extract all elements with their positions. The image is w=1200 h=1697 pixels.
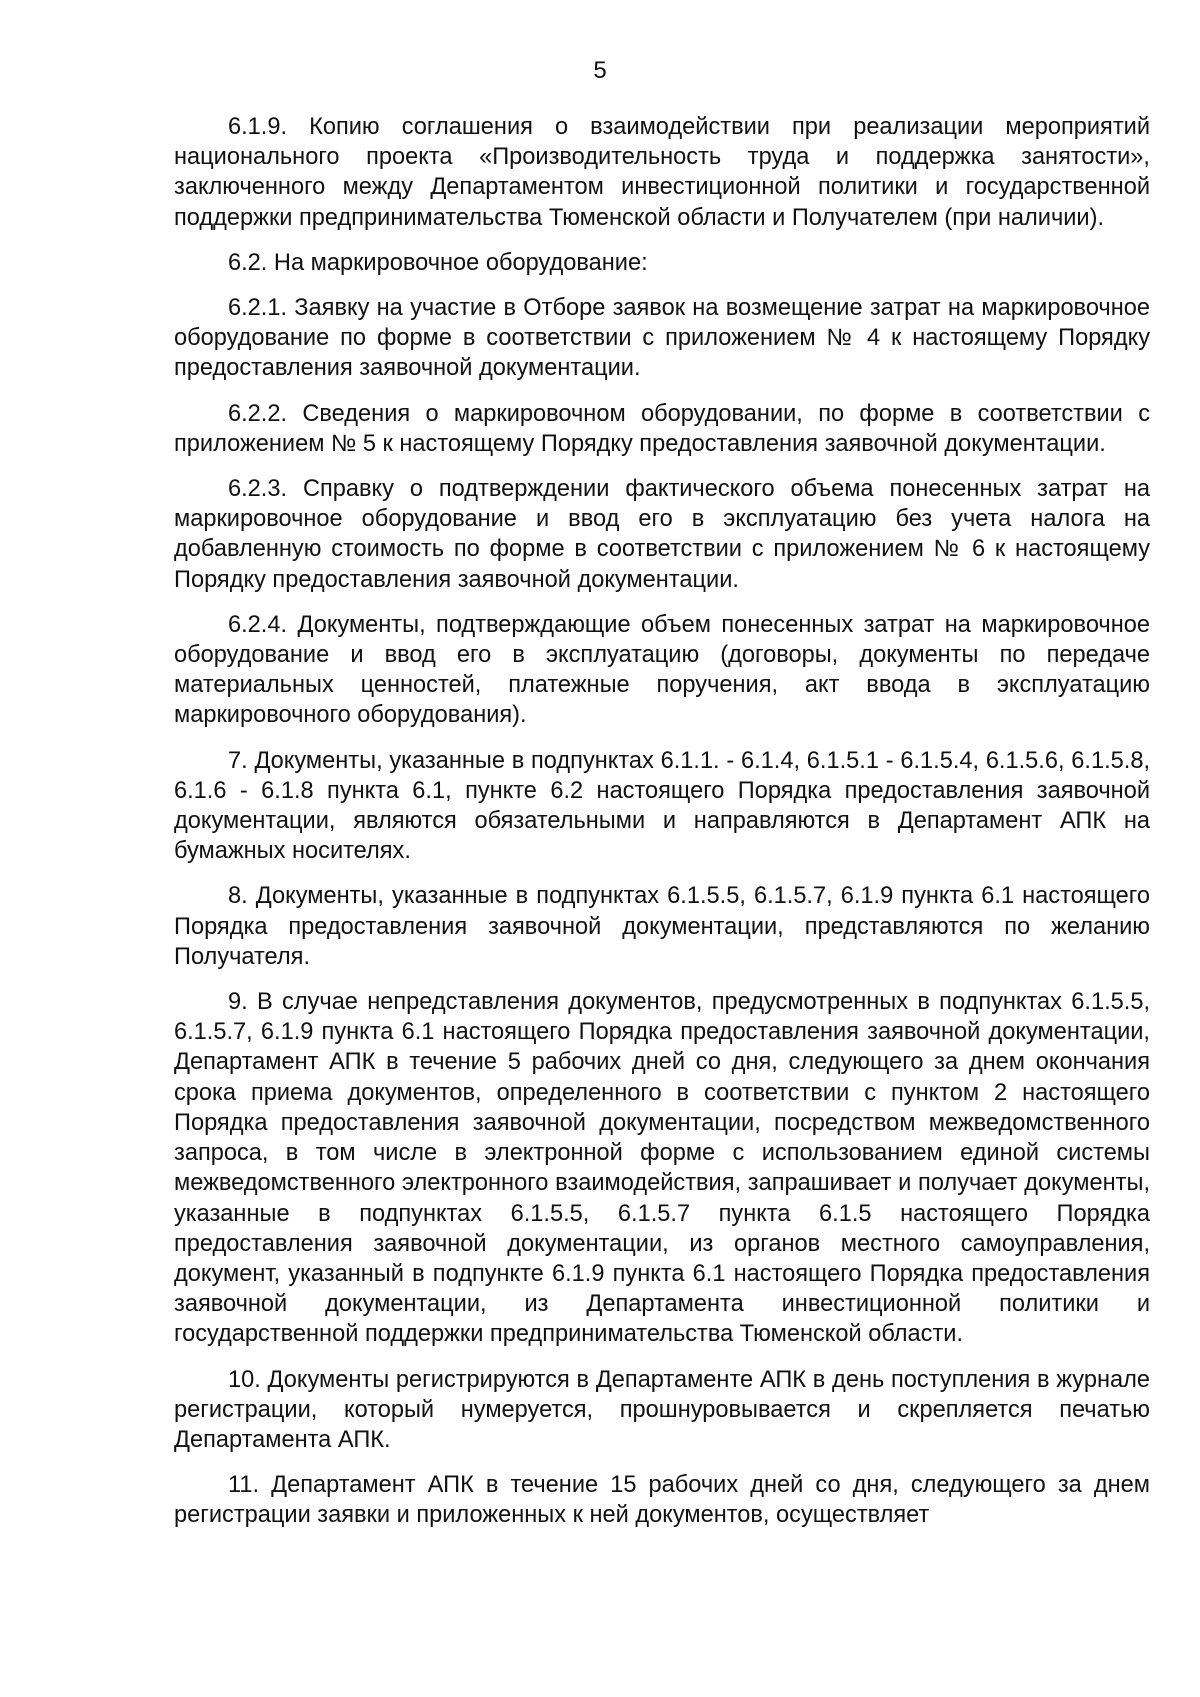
- paragraph-9: 9. В случае непредставления документов, предусмотренных в подпунктах 6.1.5.5, 6.1.5.7, 6.1.9 пункта 6.1 настоящего Порядка предоставления заявочной документации, Департамент АПК в течение 5 рабочих дней со дня, следующего за днем окончания срока приема документов, определенного в соответствии с пунктом 2 настоящего Порядка предоставления заявочной документации, посредством межведомственного запроса, в том числе в электронной форме с использованием единой системы межведомственного электронного взаимодействия, запрашивает и получает документы, указанные в подпунктах 6.1.5.5, 6.1.5.7 пункта 6.1.5 настоящего Порядка предоставления заявочной документации, из органов местного самоуправления, документ, указанный в подпункте 6.1.9 пункта 6.1 настоящего Порядка предоставления заявочной документации, из Департамента инвестиционной политики и государственной поддержки предпринимательства Тюменской области.: [174, 989, 1150, 1348]
- paragraph-6-1-9: 6.1.9. Копию соглашения о взаимодействии при реализации мероприятий национального проекта «Производительность труда и поддержка занятости», заключенного между Департаментом инвестиционной политики и государственной поддержки предпринимательства Тюменской области и Получателем (при наличии).: [174, 114, 1150, 231]
- paragraph-6-2-2: 6.2.2. Сведения о маркировочном оборудовании, по форме в соответствии с приложением № 5 к настоящему Порядку предоставления заявочной документации.: [174, 400, 1150, 457]
- paragraph-6-2-1: 6.2.1. Заявку на участие в Отборе заявок на возмещение затрат на маркировочное оборудование по форме в соответствии с приложением № 4 к настоящему Порядку предоставления заявочной документации.: [174, 295, 1150, 382]
- paragraph-10: 10. Документы регистрируются в Департаменте АПК в день поступления в журнале регистрации, который нумеруется, прошнуровывается и скрепляется печатью Департамента АПК.: [174, 1366, 1150, 1453]
- page-number: 5: [593, 57, 607, 84]
- document-body: [174, 112, 1150, 1546]
- paragraph-8: 8. Документы, указанные в подпунктах 6.1.5.5, 6.1.5.7, 6.1.9 пункта 6.1 настоящего Порядка предоставления заявочной документации, представляются по желанию Получателя.: [174, 883, 1150, 970]
- paragraph-7: 7. Документы, указанные в подпунктах 6.1.1. - 6.1.4, 6.1.5.1 - 6.1.5.4, 6.1.5.6, 6.1.5.8, 6.1.6 - 6.1.8 пункта 6.1, пункте 6.2 настоящего Порядка предоставления заявочной документации, являются обязательными и направляются в Департамент АПК на бумажных носителях.: [174, 747, 1150, 865]
- paragraph-6-2-4: 6.2.4. Документы, подтверждающие объем понесенных затрат на маркировочное оборудование и ввод его в эксплуатацию (договоры, документы по передаче материальных ценностей, платежные поручения, акт ввода в эксплуатацию маркировочного оборудования).: [174, 611, 1150, 729]
- paragraph-11: 11. Департамент АПК в течение 15 рабочих дней со дня, следующего за днем регистрации заявки и приложенных к ней документов, осуществляет: [174, 1472, 1150, 1529]
- paragraph-6-2: 6.2. На маркировочное оборудование:: [228, 249, 648, 276]
- paragraph-6-2-3: 6.2.3. Справку о подтверждении фактического объема понесенных затрат на маркировочное оборудование и ввод его в эксплуатацию без учета налога на добавленную стоимость по форме в соответствии с приложением № 6 к настоящему Порядку предоставления заявочной документации.: [174, 476, 1150, 593]
